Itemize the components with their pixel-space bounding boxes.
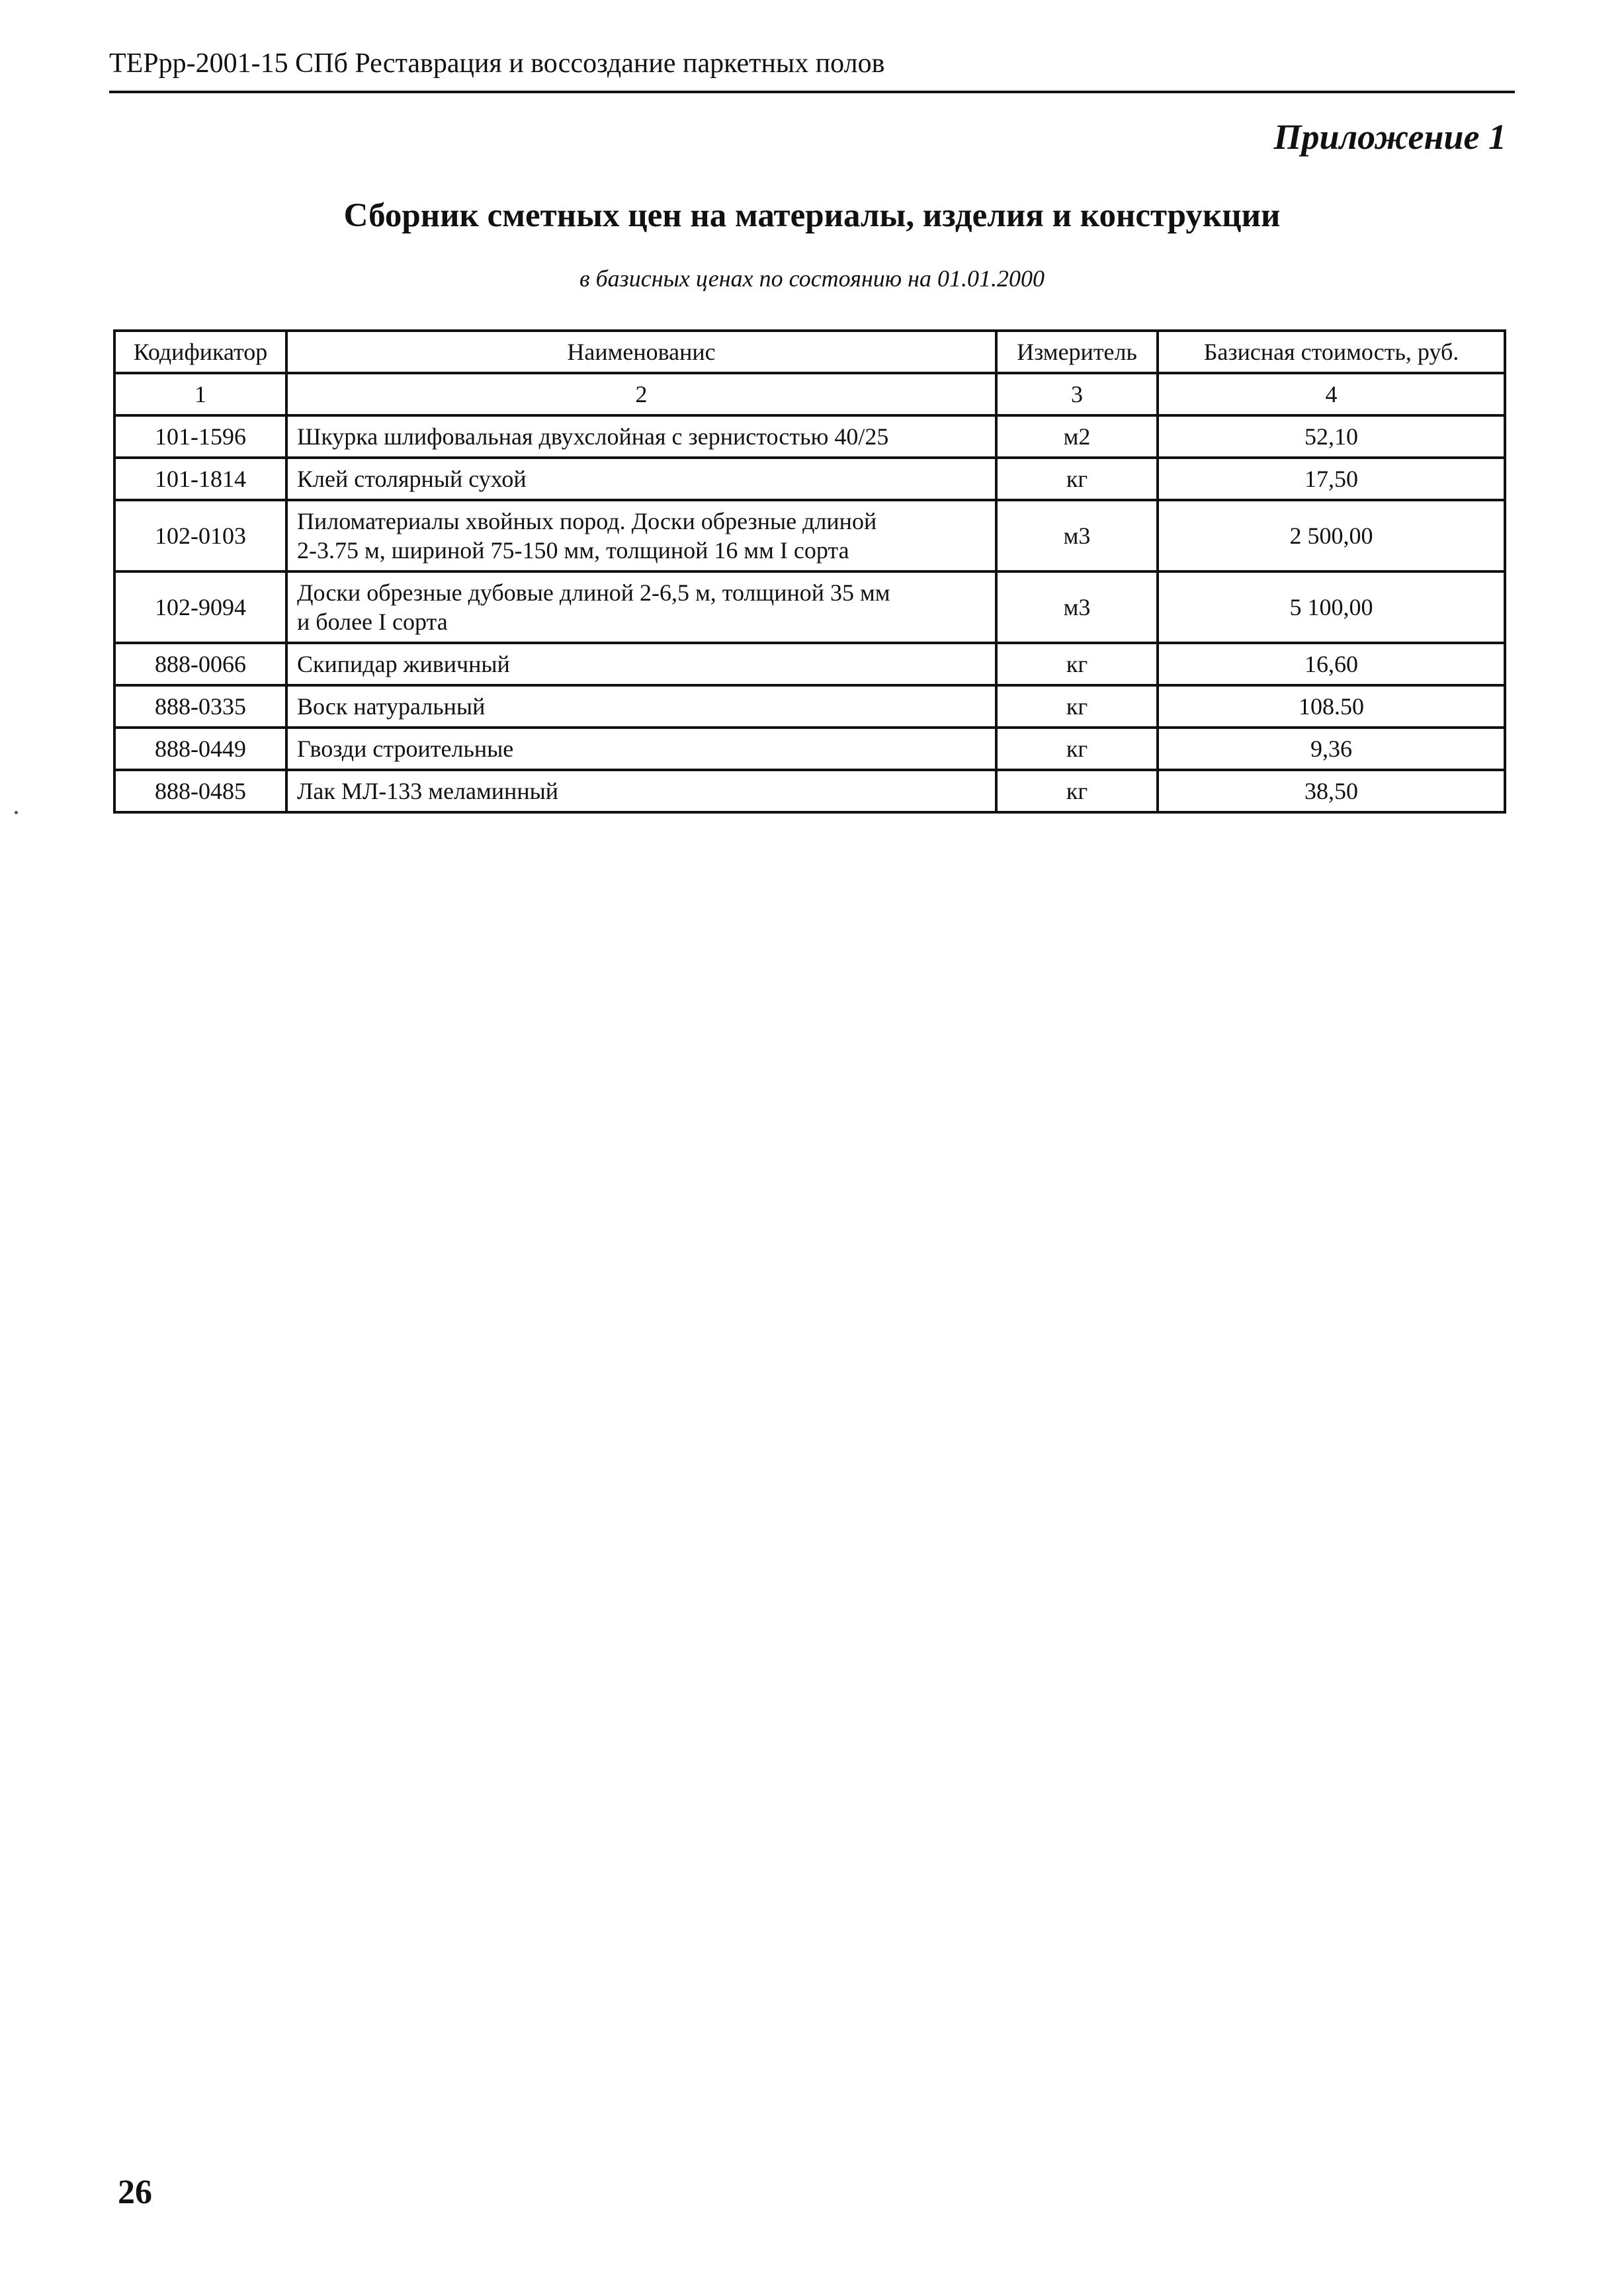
row-name: [286, 500, 996, 571]
row-name-line: Шкурка шлифовальная двухслойная с зернистостью 40/25: [297, 423, 889, 450]
row-code: 101-1596: [114, 415, 286, 458]
row-name: [286, 458, 996, 500]
column-number: 1: [114, 373, 286, 415]
row-code: 888-0485: [114, 770, 286, 812]
row-name-line: Доски обрезные дубовые длиной 2-6,5 м, толщиной 35 мм: [297, 579, 890, 606]
table-row: [114, 571, 1505, 643]
row-unit: м2: [996, 415, 1158, 458]
running-header: ТЕРрр-2001-15 СПб Реставрация и воссоздание паркетных полов: [109, 48, 885, 79]
row-name-line: Клей столярный сухой: [297, 466, 527, 492]
row-price: 9,36: [1158, 728, 1505, 770]
row-price: 52,10: [1158, 415, 1505, 458]
column-header-name: Наименованис: [286, 331, 996, 373]
table-row: [114, 415, 1505, 458]
row-name: [286, 770, 996, 812]
row-unit: м3: [996, 500, 1158, 571]
row-name-line: Пиломатериалы хвойных пород. Доски обрезные длиной: [297, 508, 877, 534]
table-header-row: [114, 331, 1505, 373]
document-subtitle: в базисных ценах по состоянию на 01.01.2000: [579, 265, 1045, 292]
page-number: 26: [118, 2173, 152, 2211]
row-code: 102-9094: [114, 571, 286, 643]
table-row: [114, 458, 1505, 500]
row-code: 888-0449: [114, 728, 286, 770]
row-unit: м3: [996, 571, 1158, 643]
column-number: 4: [1158, 373, 1505, 415]
row-name-line: Гвозди строительные: [297, 736, 514, 762]
row-name-line: Лак МЛ-133 меламинный: [297, 778, 559, 804]
row-price: 108.50: [1158, 685, 1505, 728]
appendix-label: Приложение 1: [1273, 117, 1506, 157]
row-name: [286, 643, 996, 685]
column-header-price: Базисная стоимость, руб.: [1158, 331, 1505, 373]
row-name-line: и более I сорта: [297, 609, 448, 635]
column-header-code: Кодификатор: [114, 331, 286, 373]
table-row: [114, 685, 1505, 728]
document-title: Сборник сметных цен на материалы, изделия и конструкции: [343, 197, 1281, 234]
row-code: 888-0066: [114, 643, 286, 685]
table-row: [114, 500, 1505, 571]
row-price: 17,50: [1158, 458, 1505, 500]
row-name: [286, 571, 996, 643]
column-number: 3: [996, 373, 1158, 415]
row-unit: кг: [996, 770, 1158, 812]
row-code: 888-0335: [114, 685, 286, 728]
row-name-line: 2-3.75 м, шириной 75-150 мм, толщиной 16 мм I сорта: [297, 537, 849, 564]
scan-speck: [15, 811, 18, 814]
column-number-row: [114, 373, 1505, 415]
row-price: 38,50: [1158, 770, 1505, 812]
table-row: [114, 643, 1505, 685]
row-name: [286, 415, 996, 458]
row-unit: кг: [996, 728, 1158, 770]
row-name-line: Воск натуральный: [297, 693, 486, 720]
header-rule: [109, 91, 1515, 93]
row-unit: кг: [996, 458, 1158, 500]
table-row: [114, 728, 1505, 770]
row-unit: кг: [996, 685, 1158, 728]
row-name: [286, 728, 996, 770]
column-number: 2: [286, 373, 996, 415]
row-unit: кг: [996, 643, 1158, 685]
row-code: 102-0103: [114, 500, 286, 571]
row-name: [286, 685, 996, 728]
table-row: [114, 770, 1505, 812]
row-price: 16,60: [1158, 643, 1505, 685]
price-table: [113, 329, 1506, 814]
row-price: 2 500,00: [1158, 500, 1505, 571]
row-code: 101-1814: [114, 458, 286, 500]
row-name-line: Скипидар живичный: [297, 651, 510, 677]
row-price: 5 100,00: [1158, 571, 1505, 643]
column-header-unit: Измеритель: [996, 331, 1158, 373]
